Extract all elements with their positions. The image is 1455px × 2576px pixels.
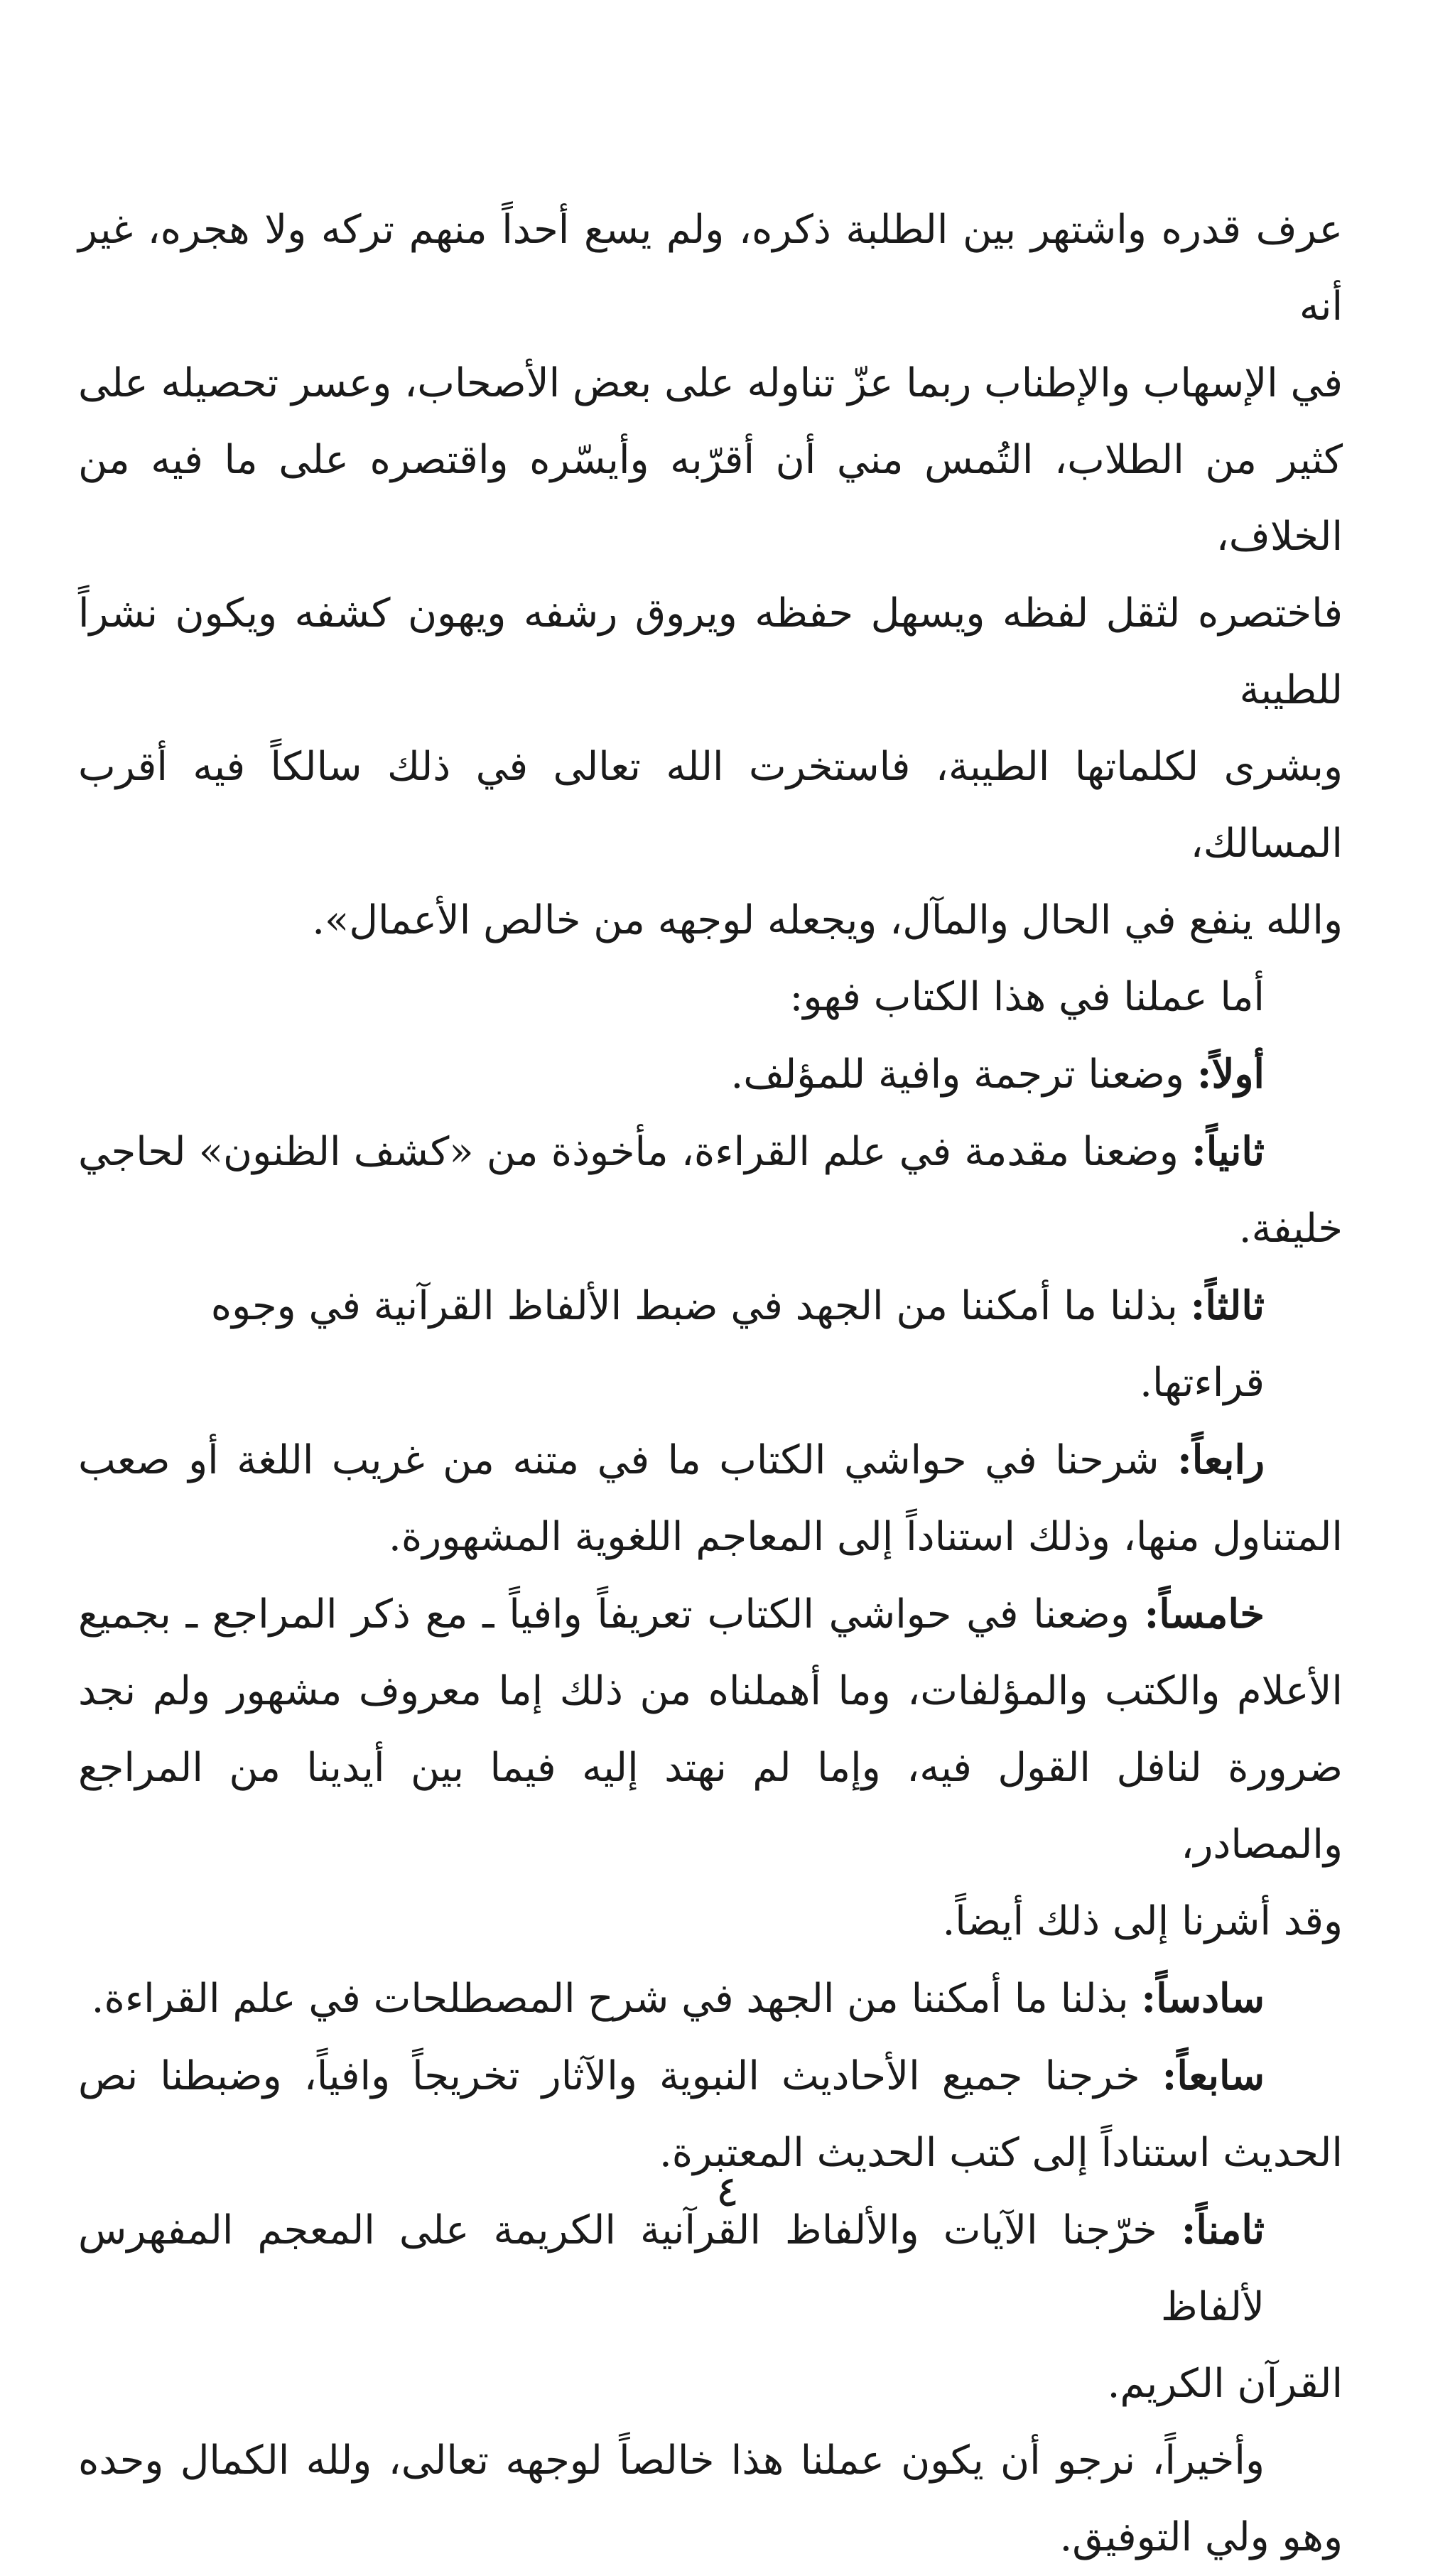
item-text: المتناول منها، وذلك استناداً إلى المعاجم اللغوية المشهورة. <box>389 1514 1343 1560</box>
item-heading: ثالثاً: <box>1190 1282 1265 1329</box>
item-text: الحديث استناداً إلى كتب الحديث المعتبرة. <box>659 2130 1343 2176</box>
closing-paragraph <box>78 2423 1343 2576</box>
text-line: وأخيراً، نرجو أن يكون عملنا هذا خالصاً لوجهه تعالى، ولله الكمال وحده <box>78 2437 1265 2484</box>
work-intro: أما عملنا في هذا الكتاب فهو: <box>789 974 1265 1020</box>
text-line: في الإسهاب والإطناب ربما عزّ تناوله على بعض الأصحاب، وعسر تحصيله على <box>78 360 1343 406</box>
text-line: وبشرى لكلماتها الطيبة، فاستخرت الله تعالى في ذلك سالكاً فيه أقرب المسالك، <box>78 744 1343 867</box>
page-body <box>78 192 1343 2576</box>
list-item <box>78 1422 1343 1576</box>
item-text: القرآن الكريم. <box>1107 2361 1343 2407</box>
item-heading: أولاً: <box>1196 1051 1265 1098</box>
item-text: ضرورة لنافل القول فيه، وإما لم نهتد إليه فيما بين أيدينا من المراجع والمصادر، <box>78 1745 1343 1868</box>
item-text: بذلنا ما أمكننا من الجهد في شرح المصطلحات في علم القراءة. <box>91 1976 1129 2022</box>
item-text: خرجنا جميع الأحاديث النبوية والآثار تخريجاً وافياً، وضبطنا نص <box>78 2053 1140 2099</box>
list-item <box>78 1576 1343 1960</box>
item-text: وقد أشرنا إلى ذلك أيضاً. <box>942 1898 1343 1944</box>
item-text: وضعنا مقدمة في علم القراءة، مأخوذة من «كشف الظنون» لحاجي <box>78 1129 1179 1175</box>
item-text: شرحنا في حواشي الكتاب ما في متنه من غريب اللغة أو صعب <box>78 1437 1159 1483</box>
list-item <box>78 1960 1343 2037</box>
item-heading: ثامناً: <box>1181 2207 1265 2253</box>
list-item <box>78 1267 1343 1422</box>
list-item <box>78 2192 1343 2423</box>
item-text: وضعنا في حواشي الكتاب تعريفاً وافياً ـ مع ذكر المراجع ـ بجميع <box>78 1591 1130 1638</box>
item-text: الأعلام والكتب والمؤلفات، وما أهملناه من ذلك إما معروف مشهور ولم نجد <box>78 1668 1343 1714</box>
text-line: وهو ولي التوفيق. <box>1059 2514 1343 2560</box>
list-item <box>78 1036 1343 1113</box>
item-text: بذلنا ما أمكننا من الجهد في ضبط الألفاظ القرآنية في وجوه قراءتها. <box>210 1283 1265 1406</box>
item-text: وضعنا ترجمة وافية للمؤلف. <box>730 1051 1184 1098</box>
page-number: ٤ <box>715 2167 740 2217</box>
text-line: عرف قدره واشتهر بين الطلبة ذكره، ولم يسع أحداً منهم تركه ولا هجره، غير أنه <box>78 207 1343 330</box>
intro-paragraph <box>78 192 1343 959</box>
item-heading: ثانياً: <box>1191 1128 1265 1175</box>
text-line: والله ينفع في الحال والمآل، ويجعله لوجهه من خالص الأعمال». <box>312 897 1343 943</box>
item-heading: خامساً: <box>1144 1591 1265 1638</box>
item-text: خرّجنا الآيات والألفاظ القرآنية الكريمة على المعجم المفهرس لألفاظ <box>78 2207 1265 2330</box>
item-heading: رابعاً: <box>1177 1436 1265 1483</box>
text-line: فاختصره لثقل لفظه ويسهل حفظه ويروق رشفه ويهون كشفه ويكون نشراً للطيبة <box>78 590 1343 713</box>
list-item <box>78 1113 1343 1267</box>
item-heading: سادساً: <box>1141 1975 1265 2022</box>
item-text: خليفة. <box>1238 1206 1343 1252</box>
text-line: كثير من الطلاب، التُمس مني أن أقرّبه وأيسّره واقتصره على ما فيه من الخلاف، <box>78 437 1343 560</box>
item-heading: سابعاً: <box>1162 2052 1265 2099</box>
